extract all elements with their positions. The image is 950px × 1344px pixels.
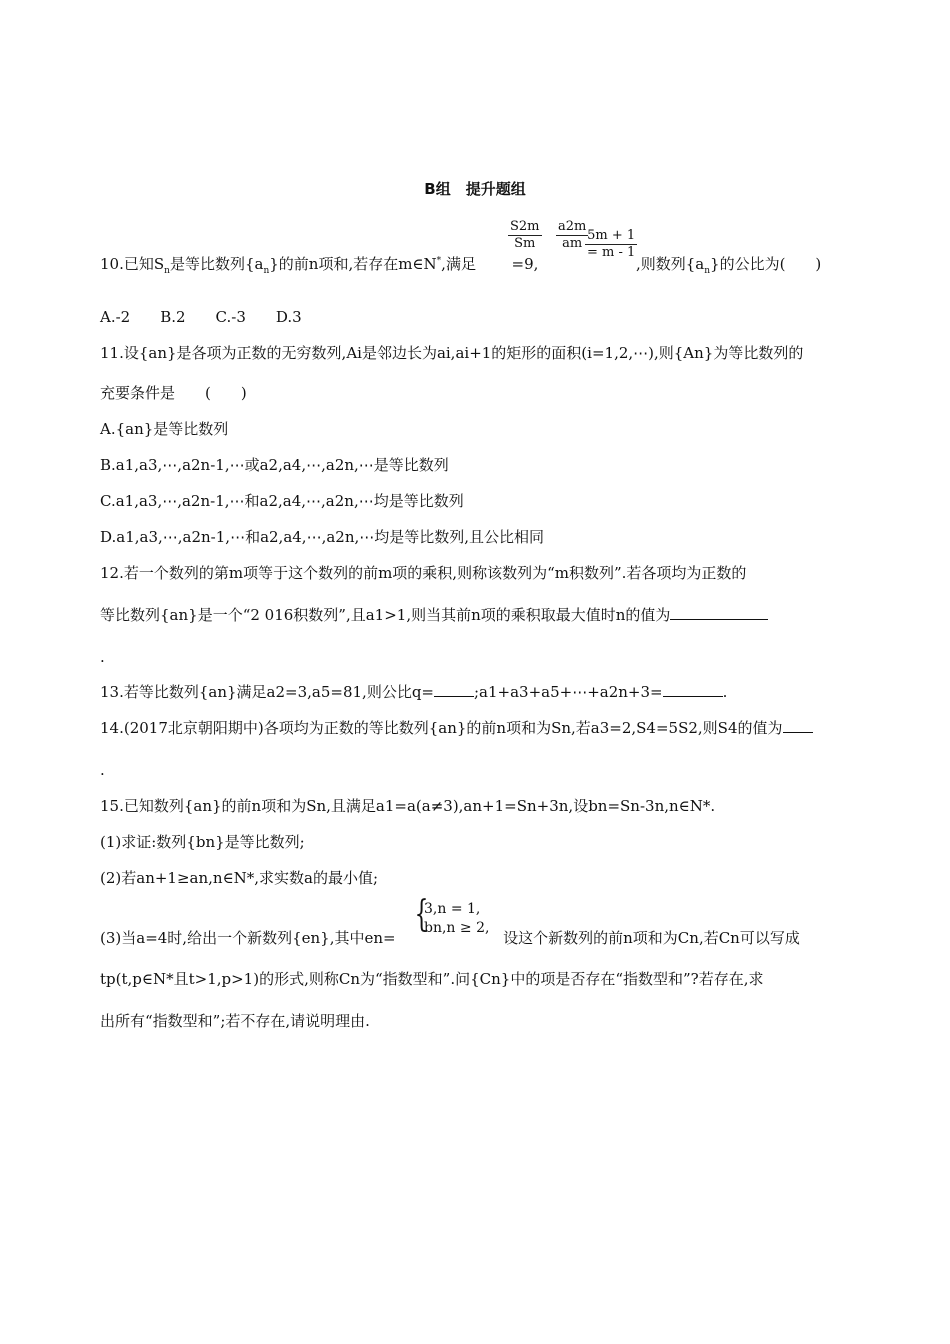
left-brace-icon: { <box>414 894 429 935</box>
question-15-line-6: 出所有“指数型和”;若不存在,请说明理由. <box>100 1012 370 1030</box>
question-12-line-3: . <box>100 648 105 666</box>
q14-text: 14.(2017北京朝阳期中)各项均为正数的等比数列{an}的前n项和为Sn,若a3=2,S4=5S2,则S4的值为 <box>100 719 783 737</box>
question-11-option-a: A.{an}是等比数列 <box>100 420 229 438</box>
q15-text: (3)当a=4时,给出一个新数列{en},其中en= <box>100 929 396 947</box>
answer-blank[interactable] <box>670 605 768 620</box>
question-11-line-2: 充要条件是 ( ) <box>100 384 247 402</box>
section-title: B组 提升题组 <box>424 180 526 198</box>
question-12-line-2 <box>100 605 768 625</box>
subscript: n <box>164 266 170 276</box>
question-10 <box>100 254 821 274</box>
question-11-option-c: C.a1,a3,⋯,a2n-1,⋯和a2,a4,⋯,a2n,⋯均是等比数列 <box>100 492 464 510</box>
q10-text: ,满足 <box>441 255 476 273</box>
fraction-denominator: = m - 1 <box>587 245 636 260</box>
question-15-line-1: 15.已知数列{an}的前n项和为Sn,且满足a1=a(a≠3),an+1=Sn+3n,设bn=Sn-3n,n∈N*. <box>100 797 716 815</box>
question-15-part-1: (1)求证:数列{bn}是等比数列; <box>100 833 305 851</box>
q10-text: }的公比为( ) <box>710 255 822 273</box>
question-13 <box>100 682 727 702</box>
question-14-line-1 <box>100 718 813 738</box>
piecewise-case-1: 3,n = 1, <box>424 901 481 917</box>
question-12-line-1: 12.若一个数列的第m项等于这个数列的前m项的乘积,则称该数列为“m积数列”.若各项均为正数的 <box>100 564 747 582</box>
fraction-denominator: am <box>562 236 583 251</box>
question-11-option-d: D.a1,a3,⋯,a2n-1,⋯和a2,a4,⋯,a2n,⋯均是等比数列,且公比相同 <box>100 528 545 546</box>
q13-text: . <box>722 683 728 701</box>
superscript: * <box>436 256 442 266</box>
fraction-a2m-over-am <box>556 219 588 252</box>
q10-text: ,则数列{a <box>635 255 705 273</box>
q13-text: ;a1+a3+a5+⋯+a2n+3= <box>474 683 663 701</box>
fraction-numerator: 5m + 1 <box>585 228 637 245</box>
fraction-numerator: S2m <box>510 219 540 234</box>
q10-text: =9, <box>511 255 539 273</box>
question-15-line-5: tp(t,p∈N*且t>1,p>1)的形式,则称Cn为“指数型和”.问{Cn}中的项是否存在“指数型和”?若存在,求 <box>100 970 764 988</box>
q13-text: 13.若等比数列{an}满足a2=3,a5=81,则公比q= <box>100 683 434 701</box>
question-14-line-2: . <box>100 761 105 779</box>
q10-text: }的前n项和,若存在m∈N <box>269 255 437 273</box>
q10-text: 是等比数列{a <box>169 255 264 273</box>
answer-blank[interactable] <box>434 682 474 697</box>
q12-text: 等比数列{an}是一个“2 016积数列”,且a1>1,则当其前n项的乘积取最大值时n的值为 <box>100 606 671 624</box>
question-11-line-1: 11.设{an}是各项为正数的无穷数列,Ai是邻边长为ai,ai+1的矩形的面积(i=1,2,⋯),则{An}为等比数列的 <box>100 344 804 362</box>
subscript: n <box>263 266 270 276</box>
question-15-part-2: (2)若an+1≥an,n∈N*,求实数a的最小值; <box>100 869 379 887</box>
q10-text: 10.已知S <box>100 255 165 273</box>
answer-blank[interactable] <box>783 718 813 733</box>
answer-blank[interactable] <box>663 682 723 697</box>
question-15-part-3 <box>100 928 800 948</box>
subscript: n <box>704 266 711 276</box>
question-11-option-b: B.a1,a3,⋯,a2n-1,⋯或a2,a4,⋯,a2n,⋯是等比数列 <box>100 456 449 474</box>
question-10-options: A.-2 B.2 C.-3 D.3 <box>100 308 302 326</box>
fraction-s2m-over-sm <box>508 219 542 252</box>
piecewise-case-2: bn,n ≥ 2, <box>424 920 490 936</box>
fraction-numerator: a2m <box>558 219 587 234</box>
q15-text: 设这个新数列的前n项和为Cn,若Cn可以写成 <box>503 929 800 947</box>
fraction-denominator: Sm <box>514 236 536 251</box>
